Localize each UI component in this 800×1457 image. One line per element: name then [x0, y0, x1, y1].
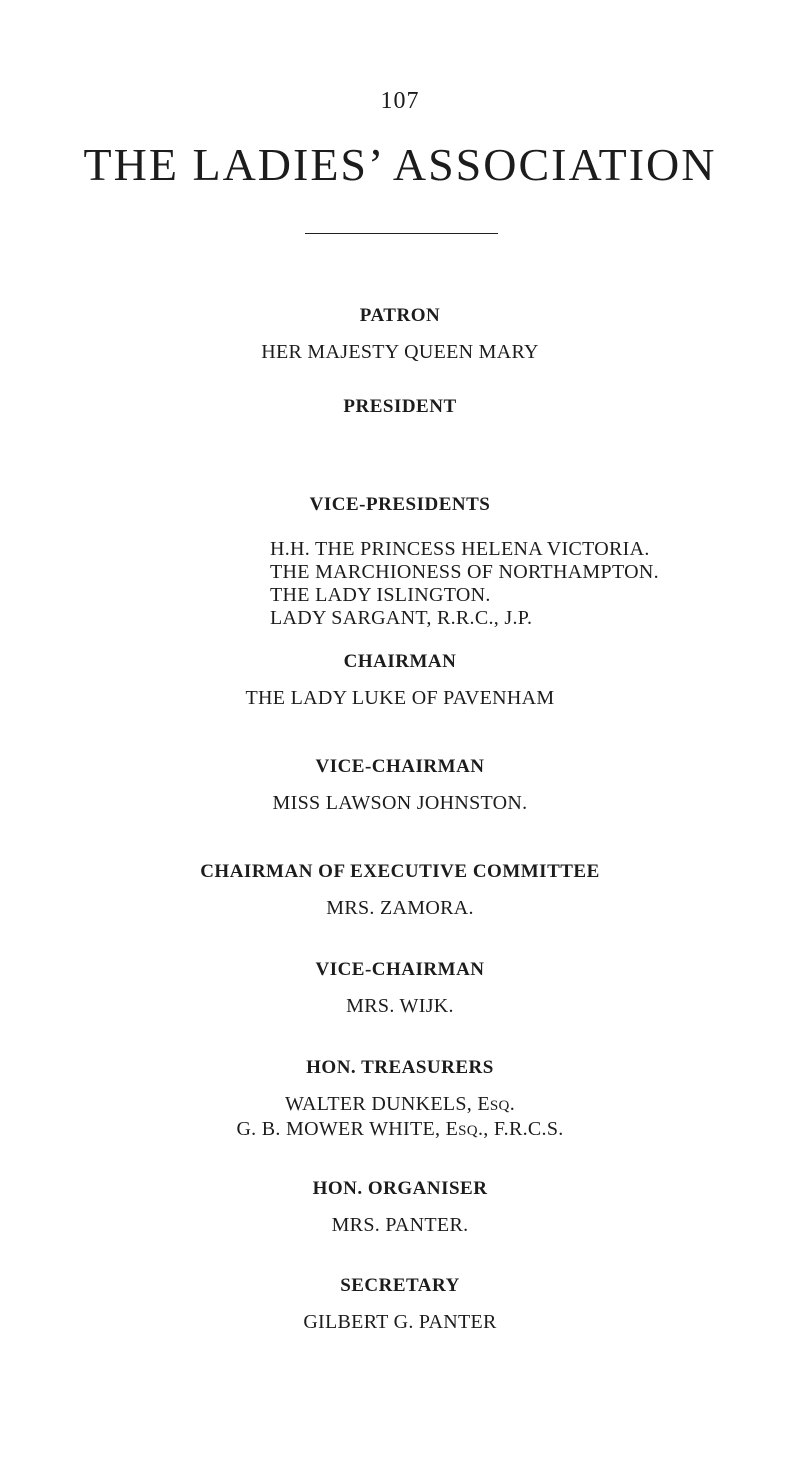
- president-section: [0, 396, 800, 418]
- patron-section: [0, 305, 800, 364]
- vice-chairman-2-section: [0, 959, 800, 1018]
- secretary-section: [0, 1275, 800, 1334]
- vice-chairman-section: [0, 756, 800, 815]
- page-number: 107: [380, 88, 420, 114]
- organiser-name: MRS. PANTER.: [331, 1214, 469, 1236]
- chairman-section: [0, 651, 800, 710]
- treasurers-heading: HON. TREASURERS: [306, 1057, 494, 1078]
- treasurers-section: [0, 1057, 800, 1143]
- vice-president-name: THE LADY ISLINGTON.: [270, 584, 491, 606]
- vice-presidents-list: [270, 538, 659, 630]
- vice-chairman-name: MISS LAWSON JOHNSTON.: [272, 792, 528, 814]
- vice-president-name: LADY SARGANT, R.R.C., J.P.: [270, 607, 533, 629]
- title-divider: [305, 233, 498, 234]
- page-title: THE LADIES’ ASSOCIATION: [83, 139, 717, 190]
- chairman-name: THE LADY LUKE OF PAVENHAM: [245, 687, 555, 709]
- organiser-section: [0, 1178, 800, 1237]
- executive-chairman-section: [0, 861, 800, 920]
- vice-president-name: H.H. THE PRINCESS HELENA VICTORIA.: [270, 538, 650, 560]
- treasurer-name: WALTER DUNKELS, ESQ.: [285, 1093, 515, 1115]
- vice-chairman-heading: VICE-CHAIRMAN: [315, 756, 485, 777]
- secretary-name: GILBERT G. PANTER: [303, 1311, 497, 1333]
- vice-president-name: THE MARCHIONESS OF NORTHAMPTON.: [270, 561, 659, 583]
- treasurer-name: G. B. MOWER WHITE, ESQ., F.R.C.S.: [236, 1118, 564, 1140]
- executive-chairman-heading: CHAIRMAN OF EXECUTIVE COMMITTEE: [200, 861, 600, 882]
- secretary-heading: SECRETARY: [340, 1275, 460, 1296]
- president-heading: PRESIDENT: [343, 396, 457, 417]
- chairman-heading: CHAIRMAN: [343, 651, 457, 672]
- vice-presidents-heading: VICE-PRESIDENTS: [309, 494, 491, 515]
- executive-chairman-name: MRS. ZAMORA.: [326, 897, 474, 919]
- organiser-heading: HON. ORGANISER: [312, 1178, 488, 1199]
- patron-name: HER MAJESTY QUEEN MARY: [261, 341, 539, 363]
- vice-chairman-2-heading: VICE-CHAIRMAN: [315, 959, 485, 980]
- patron-heading: PATRON: [359, 305, 441, 326]
- vice-chairman-2-name: MRS. WIJK.: [346, 995, 454, 1017]
- vice-presidents-section: [0, 494, 800, 516]
